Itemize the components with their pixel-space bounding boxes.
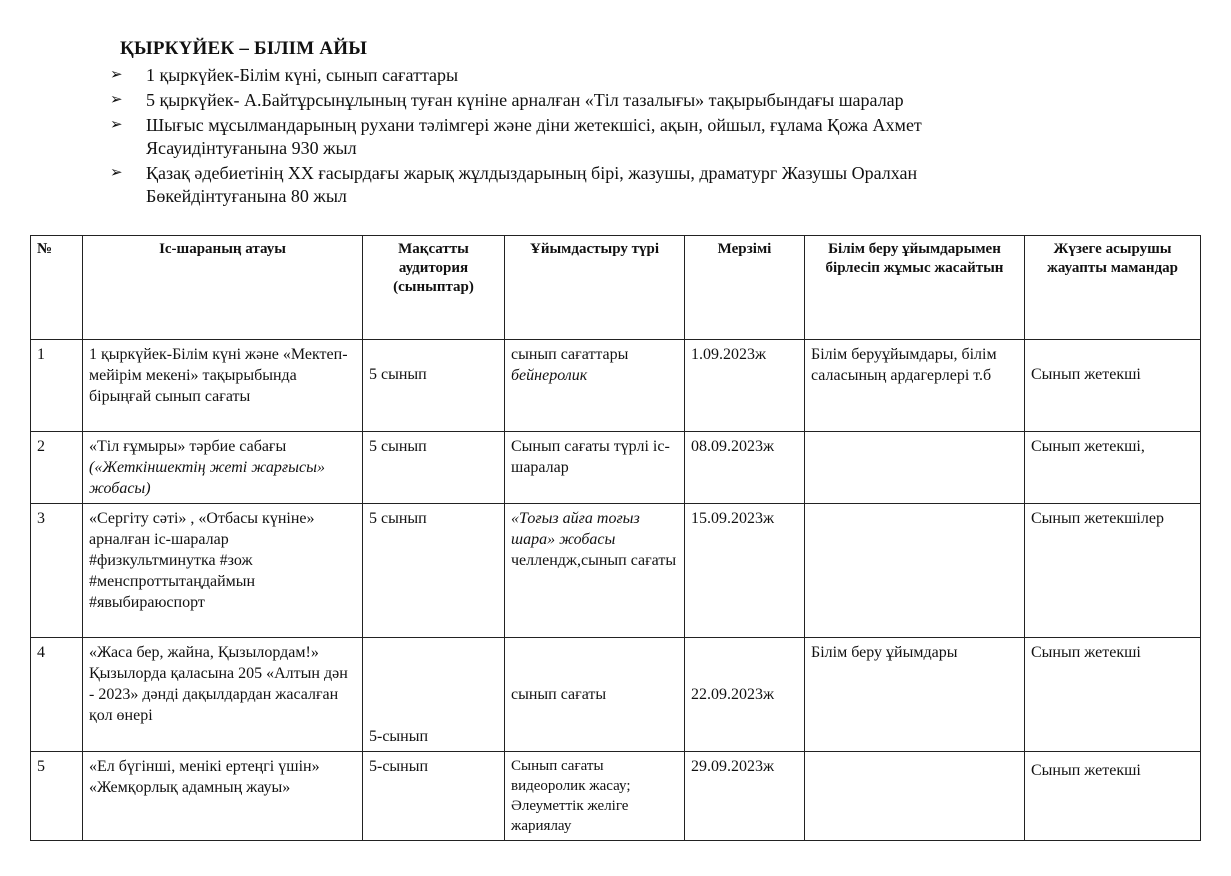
cell-date: 08.09.2023ж <box>685 432 805 504</box>
form-text: сынып сағаттары <box>511 346 629 363</box>
event-name-italic-text: («Жеткіншектің жеті жарғысы» жобасы) <box>89 459 325 497</box>
cell-partners <box>805 432 1025 504</box>
table-row <box>31 638 1201 752</box>
cell-responsible <box>1025 752 1201 841</box>
cell-form <box>505 340 685 432</box>
bullet-text: Қазақ әдебиетінің ХХ ғасырдағы жарық жұлдыздарының бірі, жазушы, драматург Жазушы Оралхан <box>146 163 918 183</box>
bullet-item <box>110 89 1110 112</box>
header-responsible: Жүзеге асырушы жауапты мамандар <box>1025 236 1201 340</box>
table-row <box>31 340 1201 432</box>
responsible-text: Сынып жетекші <box>1031 762 1141 779</box>
cell-event-name: 1 қыркүйек-Білім күні және «Мектеп-мейірім мекені» тақырыбында бірыңғай сынып сағаты <box>83 340 363 432</box>
cell-partners <box>805 752 1025 841</box>
cell-audience: 5-сынып <box>363 752 505 841</box>
cell-partners: Білім беру ұйымдары <box>805 638 1025 752</box>
bullet-text: 1 қыркүйек-Білім күні, сынып сағаттары <box>146 65 459 85</box>
arrow-bullet-icon: ➢ <box>110 117 123 133</box>
cell-audience <box>363 340 505 432</box>
cell-form: Сынып сағаты түрлі іс-шаралар <box>505 432 685 504</box>
bullet-item <box>110 162 1110 208</box>
cell-audience: 5 сынып <box>363 432 505 504</box>
audience-text: 5 сынып <box>369 366 427 383</box>
bullet-text: Шығыс мұсылмандарының рухани тәлімгері және діни жетекшісі, ақын, ойшыл, ғұлама Қожа Ахмет <box>146 115 922 135</box>
bullet-item <box>110 64 1110 87</box>
cell-number: 1 <box>31 340 83 432</box>
table-row <box>31 432 1201 504</box>
arrow-bullet-icon: ➢ <box>110 67 123 83</box>
header-date: Мерзімі <box>685 236 805 340</box>
cell-audience: 5 сынып <box>363 504 505 638</box>
arrow-bullet-icon: ➢ <box>110 165 123 181</box>
cell-event-name: «Сергіту сәті» , «Отбасы күніне» арналған іс-шаралар #физкультминутка #зож #менспроттытаңдаймын #явыбираюспорт <box>83 504 363 638</box>
arrow-bullet-icon: ➢ <box>110 92 123 108</box>
cell-event-name: «Жаса бер, жайна, Қызылордам!» Қызылорда қаласына 205 «Алтын дән - 2023» дәнді дақылдардан жасалған қол өнері <box>83 638 363 752</box>
header-audience: Мақсатты аудитория (сыныптар) <box>363 236 505 340</box>
cell-event-name <box>83 432 363 504</box>
cell-responsible <box>1025 340 1201 432</box>
event-name-text: «Тіл ғұмыры» тәрбие сабағы <box>89 438 287 455</box>
cell-form <box>505 504 685 638</box>
form-italic-text: «Тоғыз айға тоғыз шара» жобасы <box>511 510 640 548</box>
responsible-text: Сынып жетекші <box>1031 366 1141 383</box>
bullet-text: 5 қыркүйек- А.Байтұрсынұлының туған күніне арналған «Тіл тазалығы» тақырыбындағы шаралар <box>146 90 904 110</box>
header-event-name: Іс-шараның атауы <box>83 236 363 340</box>
bullet-text-continued: Ясауидінтуғанына 930 жыл <box>146 138 357 158</box>
events-table <box>30 235 1201 841</box>
page-title: ҚЫРКҮЙЕК – БІЛІМ АЙЫ <box>120 38 368 59</box>
form-text: челлендж,сынып сағаты <box>511 552 677 569</box>
table-row <box>31 504 1201 638</box>
cell-date: 15.09.2023ж <box>685 504 805 638</box>
bullet-text-continued: Бөкейдінтуғанына 80 жыл <box>146 186 347 206</box>
cell-responsible: Сынып жетекші, <box>1025 432 1201 504</box>
header-partners: Білім беру ұйымдарымен бірлесіп жұмыс жасайтын <box>805 236 1025 340</box>
cell-number: 3 <box>31 504 83 638</box>
cell-number: 5 <box>31 752 83 841</box>
cell-partners <box>805 504 1025 638</box>
cell-form: сынып сағаты <box>505 638 685 752</box>
cell-date: 1.09.2023ж <box>685 340 805 432</box>
cell-event-name: «Ел бүгінші, менікі ертеңгі үшін» «Жемқорлық адамның жауы» <box>83 752 363 841</box>
cell-partners: Білім беруұйымдары, білім саласының ардагерлері т.б <box>805 340 1025 432</box>
table-row <box>31 752 1201 841</box>
cell-audience: 5-сынып <box>363 638 505 752</box>
cell-form: Сынып сағаты видеоролик жасау; Әлеуметтік желіге жариялау <box>505 752 685 841</box>
form-italic-text: бейнеролик <box>511 367 588 384</box>
cell-responsible: Сынып жетекші <box>1025 638 1201 752</box>
cell-responsible: Сынып жетекшілер <box>1025 504 1201 638</box>
bullet-list <box>110 64 1110 210</box>
cell-date: 22.09.2023ж <box>685 638 805 752</box>
header-form: Ұйымдастыру түрі <box>505 236 685 340</box>
cell-number: 2 <box>31 432 83 504</box>
header-number: № <box>31 236 83 340</box>
cell-date: 29.09.2023ж <box>685 752 805 841</box>
table-header-row <box>31 236 1201 340</box>
bullet-item <box>110 114 1110 160</box>
cell-number: 4 <box>31 638 83 752</box>
